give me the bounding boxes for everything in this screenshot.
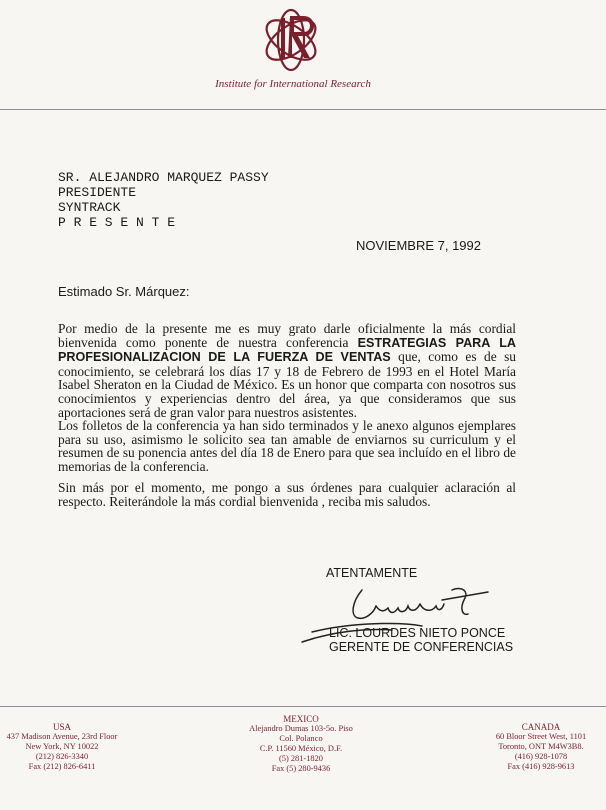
office-canada (478, 722, 604, 772)
office-country: MEXICO (283, 714, 319, 724)
body-paragraph-1 (58, 322, 516, 419)
office-country: USA (52, 722, 71, 732)
office-line: (416) 928-1078 (514, 752, 568, 761)
office-country: CANADA (521, 722, 561, 732)
conference-title: ESTRATEGIAS PARA LA PROFESIONALIZACION DE LA FUERZA DE VENTAS (58, 335, 516, 365)
p1-intro: Por medio de la presente me es muy grato darle oficialmente la más cordial bienvenida como ponente de nuestra conferencia (58, 321, 516, 350)
office-line: Fax (5) 280-9436 (271, 764, 331, 773)
office-line: 437 Madison Avenue, 23rd Floor (6, 732, 118, 741)
signatory-name: LIC. LOURDES NIETO PONCE (329, 626, 506, 640)
office-line: (5) 281-1820 (279, 754, 323, 763)
p1-rest: que, como es de su conocimiento, se celebrará los días 17 y 18 de Febrero de 1993 en el Hotel María Isabel Sheraton en la Ciudad de México. Es un honor que comparta con nosotros sus conocimientos y experiencias dentro del área, ya que consideramos que sus aportaciones será de gran valor para nuestros asistentes. (58, 349, 516, 420)
closing: ATENTAMENTE (326, 566, 418, 580)
office-line: Alejandro Dumas 103-5o. Piso (249, 724, 353, 733)
iir-logo (254, 4, 328, 76)
header-divider (0, 109, 606, 110)
institute-name: Institute for International Research (215, 78, 371, 90)
office-mexico (238, 714, 364, 774)
office-line: Col. Polanco (279, 734, 323, 743)
recipient-company: SYNTRACK (58, 200, 121, 215)
signatory-title: GERENTE DE CONFERENCIAS (329, 640, 514, 654)
recipient-presente: P R E S E N T E (58, 215, 176, 230)
office-line: Fax (416) 928-9613 (507, 762, 575, 771)
office-usa (0, 722, 124, 772)
footer-divider (0, 706, 606, 707)
signatory-block (329, 626, 513, 654)
letter-date: NOVIEMBRE 7, 1992 (356, 238, 481, 253)
office-line: Toronto, ONT M4W3B8. (498, 742, 584, 751)
body-paragraph-2: Los folletos de la conferencia ya han sido terminados y le anexo algunos ejemplares para su uso, asimismo le solicito sea tan amable de enviarnos su curriculum y el resumen de su ponencia antes del día 18 de Enero para que sea incluído en el libro de memorias de la conferencia. (58, 418, 516, 474)
office-line: New York, NY 10022 (25, 742, 99, 751)
recipient-name: SR. ALEJANDRO MARQUEZ PASSY (58, 170, 269, 185)
greeting: Estimado Sr. Márquez: (58, 284, 190, 299)
body-paragraph-3: Sin más por el momento, me pongo a sus órdenes para cualquier aclaración al respecto. Reiterándole la más cordial bienvenida , reciba mis saludos. (58, 480, 516, 509)
office-line: 60 Bloor Street West, 1101 (495, 732, 587, 741)
recipient-block (58, 170, 269, 230)
recipient-title: PRESIDENTE (58, 185, 137, 200)
office-line: (212) 826-3340 (35, 752, 89, 761)
office-line: Fax (212) 826-6411 (28, 762, 96, 771)
office-line: C.P. 11560 México, D.F. (259, 744, 343, 753)
